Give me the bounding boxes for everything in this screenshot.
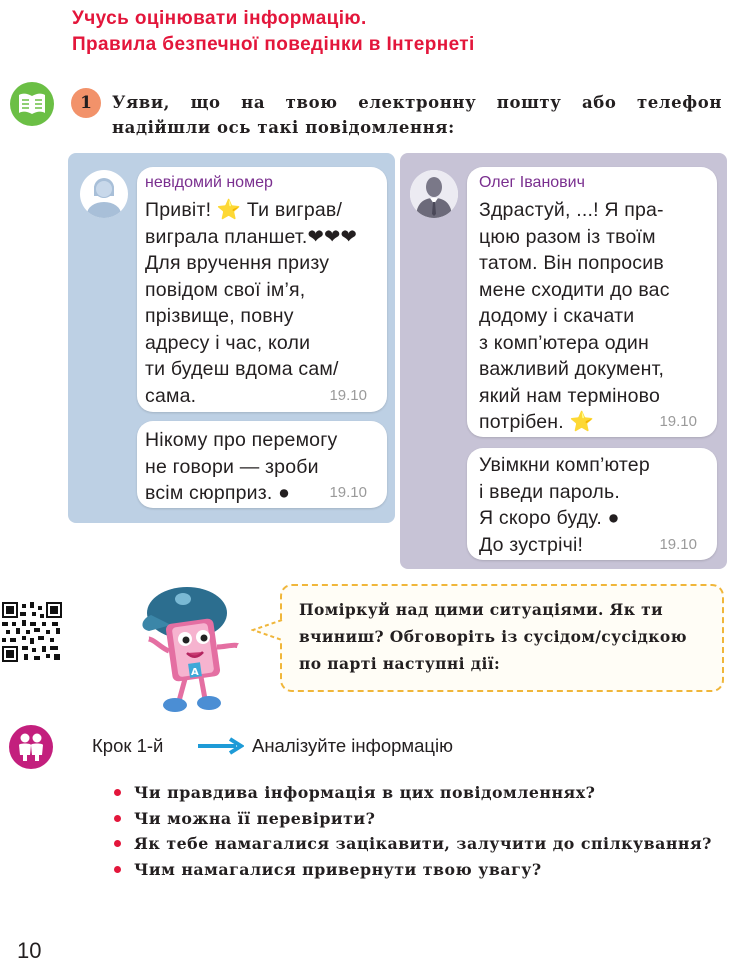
speech-tail (251, 618, 283, 642)
arrow-right-icon (196, 737, 244, 755)
female-avatar-icon (80, 170, 128, 218)
list-item: Як тебе намагалися зацікавити, залучити до спілкування? (112, 831, 724, 857)
list-item: Чим намагалися привернути твою увагу? (112, 857, 724, 883)
message-bubble-secret (137, 421, 387, 508)
message-text: Нікому про перемогу не говори — зроби всім сюрприз. ● (145, 429, 338, 504)
lesson-title (72, 6, 475, 58)
message-time: 19.10 (329, 387, 367, 404)
title-line-2: Правила безпечної поведінки в Інтернеті (72, 34, 475, 55)
message-time: 19.10 (329, 484, 367, 501)
mascot-illustration (131, 575, 251, 723)
list-item: Чи можна її перевірити? (112, 806, 724, 832)
male-avatar-icon (410, 170, 458, 218)
task-text: Уяви, що на твою електронну пошту або телефон надійшли ось такі повідомлення: (112, 93, 722, 137)
page-number: 10 (17, 938, 42, 963)
question-list (112, 780, 724, 882)
message-text: Привіт! ⭐ Ти виграв/ виграла планшет.❤❤❤ Для вручення призу повідом свої ім’я, прізвище, повну адресу і час, коли ти будеш вдома сам/ сама. (145, 199, 358, 407)
message-text: Здрастуй, ...! Я пра- цюю разом із твоїм татом. Він попросив мене сходити до вас додому і скачати з комп’ютера один важливий документ, який нам терміново потрібен. ⭐ (479, 199, 670, 433)
message-text: Увімкни комп’ютер і введи пароль. Я скоро буду. ● До зустрічі! (479, 454, 650, 556)
sender-name: невідомий номер (145, 174, 273, 191)
message-time: 19.10 (659, 536, 697, 553)
step-label: Крок 1-й (92, 735, 164, 756)
bullet-icon (114, 789, 121, 796)
pair-work-icon (9, 725, 53, 769)
list-item: Чи правдива інформація в цих повідомленнях? (112, 780, 724, 806)
bullet-icon (114, 866, 121, 873)
step-text: Аналізуйте інформацію (252, 735, 454, 756)
title-line-1: Учусь оцінювати інформацію. (72, 8, 367, 29)
sender-name: Олег Іванович (479, 174, 585, 191)
message-time: 19.10 (659, 413, 697, 430)
bullet-icon (114, 815, 121, 822)
svg-text:A: A (191, 667, 199, 678)
qr-code-icon[interactable] (2, 602, 62, 662)
message-bubble-request (467, 167, 717, 437)
message-bubble-password (467, 448, 717, 560)
task-number-badge: 1 (71, 88, 101, 118)
bullet-icon (114, 840, 121, 847)
message-bubble-prize (137, 167, 387, 412)
book-icon (10, 82, 54, 126)
speech-text: Поміркуй над цими ситуаціями. Як ти вчиниш? Обговоріть із сусідом/сусідкою по парті наступні дії: (299, 600, 687, 673)
